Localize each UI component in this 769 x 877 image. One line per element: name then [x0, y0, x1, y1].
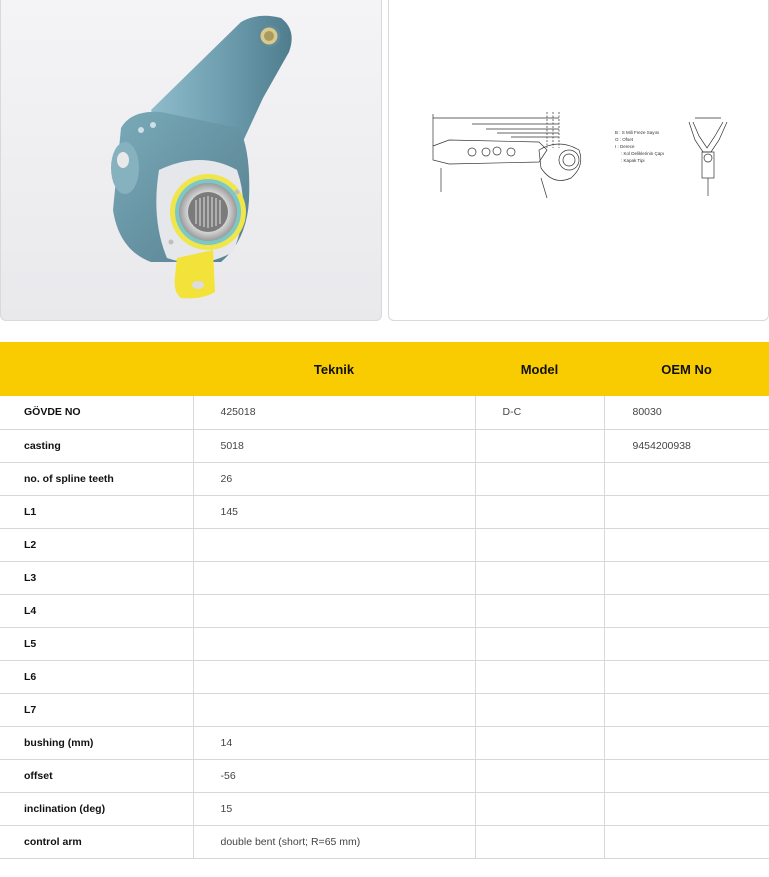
top-images [0, 0, 769, 322]
row-label: inclination (deg) [0, 792, 193, 825]
row-label: L6 [0, 660, 193, 693]
row-value [193, 627, 475, 660]
table-row [0, 759, 769, 792]
row-oem [604, 726, 769, 759]
table-row [0, 528, 769, 561]
table-row [0, 396, 769, 429]
row-value: 425018 [193, 396, 475, 429]
svg-text:O : Ofset: O : Ofset [615, 137, 634, 142]
row-oem: 80030 [604, 396, 769, 429]
row-oem [604, 594, 769, 627]
row-value: 145 [193, 495, 475, 528]
row-label: L5 [0, 627, 193, 660]
row-label: L1 [0, 495, 193, 528]
row-model [475, 792, 604, 825]
row-label: L2 [0, 528, 193, 561]
row-oem [604, 660, 769, 693]
technical-drawing-card[interactable] [388, 0, 769, 321]
spec-table-body [0, 396, 769, 858]
row-oem [604, 627, 769, 660]
row-model [475, 825, 604, 858]
row-label: L7 [0, 693, 193, 726]
header-model: Model [475, 342, 604, 396]
row-value: 15 [193, 792, 475, 825]
table-row [0, 429, 769, 462]
row-model [475, 627, 604, 660]
row-oem [604, 759, 769, 792]
row-oem [604, 693, 769, 726]
row-model [475, 561, 604, 594]
slack-adjuster-render [1, 0, 382, 321]
row-value: 5018 [193, 429, 475, 462]
table-row [0, 594, 769, 627]
row-value: 14 [193, 726, 475, 759]
row-value: -56 [193, 759, 475, 792]
row-label: no. of spline teeth [0, 462, 193, 495]
table-row [0, 792, 769, 825]
row-oem [604, 792, 769, 825]
spec-table-header [0, 342, 769, 396]
technical-drawing [389, 0, 769, 321]
table-row [0, 495, 769, 528]
table-row [0, 693, 769, 726]
row-oem [604, 462, 769, 495]
row-model [475, 726, 604, 759]
row-label: casting [0, 429, 193, 462]
row-label: control arm [0, 825, 193, 858]
row-value [193, 561, 475, 594]
svg-text:B : S Mili Freze Sayısı: B : S Mili Freze Sayısı [615, 130, 660, 135]
row-label: offset [0, 759, 193, 792]
row-label: bushing (mm) [0, 726, 193, 759]
row-model [475, 594, 604, 627]
drawing-legend [615, 130, 664, 163]
header-teknik: Teknik [193, 342, 475, 396]
table-row [0, 462, 769, 495]
row-value [193, 594, 475, 627]
row-oem [604, 528, 769, 561]
spec-table [0, 342, 769, 859]
row-model [475, 429, 604, 462]
row-oem [604, 825, 769, 858]
row-model: D-C [475, 396, 604, 429]
table-row [0, 825, 769, 858]
row-value [193, 693, 475, 726]
row-oem [604, 495, 769, 528]
table-row [0, 726, 769, 759]
row-model [475, 660, 604, 693]
table-row [0, 627, 769, 660]
row-model [475, 759, 604, 792]
row-value [193, 660, 475, 693]
row-model [475, 462, 604, 495]
row-label: L3 [0, 561, 193, 594]
row-value: 26 [193, 462, 475, 495]
row-value: double bent (short; R=65 mm) [193, 825, 475, 858]
svg-text:: Kapak Tipi: : Kapak Tipi [621, 158, 645, 163]
table-row [0, 561, 769, 594]
svg-text:I : Derece: I : Derece [615, 144, 635, 149]
product-photo-card[interactable] [0, 0, 382, 321]
row-model [475, 495, 604, 528]
row-model [475, 528, 604, 561]
header-blank [0, 342, 193, 396]
svg-text:: Kol Deliklerinin Çapı: : Kol Deliklerinin Çapı [621, 151, 665, 156]
row-model [475, 693, 604, 726]
header-oem: OEM No [604, 342, 769, 396]
row-label: L4 [0, 594, 193, 627]
table-row [0, 660, 769, 693]
row-oem: 9454200938 [604, 429, 769, 462]
row-label: GÖVDE NO [0, 396, 193, 429]
row-oem [604, 561, 769, 594]
row-value [193, 528, 475, 561]
